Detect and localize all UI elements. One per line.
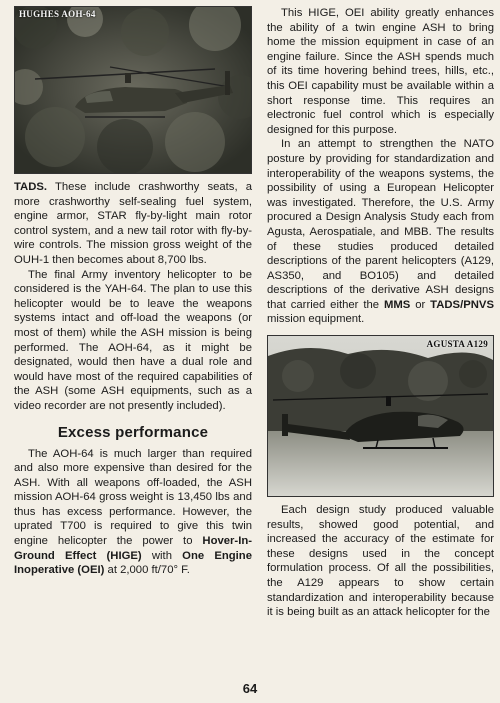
- bold-term: One Engine Inoperative (OEI): [14, 549, 252, 577]
- paragraph: The final Army inventory helicopter to be considered is the YAH-64. The plan to use this helicopter would be to leave the weapons systems intact and off-load the weapons (or most of them) while the ASH mission is being performed. The AOH-64, as it might be designated, would then have a dual role and would have most of the required capabilities of the ASH (some ASH equipments, such as a video recorder are not presently included).: [14, 268, 252, 412]
- paragraph-text: These include crashworthy seats, a more crashworthy self-sealing fuel system, engine armor, STAR fly-by-light main rotor control system, and a new tail rotor with fly-by-wire controls. The mission gross weight of the OUH-1 then becomes about 8,700 lbs.: [14, 181, 252, 266]
- bold-term: TADS/PNVS: [430, 298, 494, 311]
- right-column: [267, 6, 494, 620]
- photo-caption: AGUSTA A129: [426, 339, 488, 350]
- paragraph-text: mission equipment.: [267, 313, 365, 326]
- section-heading: Excess performance: [57, 423, 209, 441]
- paragraph: [14, 447, 252, 578]
- left-column: [14, 6, 252, 578]
- paragraph: [14, 180, 252, 268]
- bold-term: TADS.: [14, 181, 48, 193]
- photo-caption: HUGHES AOH-64: [19, 9, 96, 19]
- helicopter-photo-image: [268, 336, 493, 496]
- bold-term: Hover-In-Ground Effect (HIGE): [14, 535, 252, 562]
- paragraph: This HIGE, OEI ability greatly enhances the ability of a twin engine ASH to bring home the mission equipment in case of an engine failure. Since the ASH spends much of its time hovering behind trees, hills, etc., this OEI capability must be available within a short response time. This requires an electronic fuel control which is especially designed for this purpose.: [267, 7, 494, 136]
- paragraph-text: at 2,000 ft/70° F.: [104, 564, 190, 577]
- photo-hughes-aoh64: [14, 6, 252, 174]
- paragraph: [267, 137, 494, 327]
- helicopter-photo-image: [15, 7, 251, 173]
- bold-term: MMS: [383, 298, 411, 311]
- photo-agusta-a129: [267, 335, 494, 497]
- paragraph: Each design study produced valuable results, showed good potential, and increased the accuracy of the estimate for these designs used in the concept formulation process. Of all the possibilities, the A129 appears to show certain standardization and interoperability because it is being built as an attack helicopter for the: [267, 504, 494, 619]
- paragraph-text: or: [410, 298, 431, 311]
- paragraph-text: The AOH-64 is much larger than required and also more expensive than desired for the ASH. With all weapons off-loaded, the ASH mission AOH-64 gross weight is 13,450 lbs and thus has excess performance. However, the uprated T700 is required to give this twin engine helicopter the power to: [14, 447, 252, 548]
- paragraph-text: In an attempt to strengthen the NATO posture by providing for standardization and interoperability of the weapons systems, the possibility of using a European Helicopter was investigated. Therefore, the U.S. Army procured a Design Analysis Study each from Agusta, Aerospatiale, and MBB. The results of these studies produced detailed descriptions of the parent helicopters (A129, AS350, and BO105) and detailed descriptions of the derivative ASH designs that carried either the: [267, 138, 494, 311]
- page-number: 64: [242, 681, 258, 696]
- paragraph-text: with: [141, 549, 183, 562]
